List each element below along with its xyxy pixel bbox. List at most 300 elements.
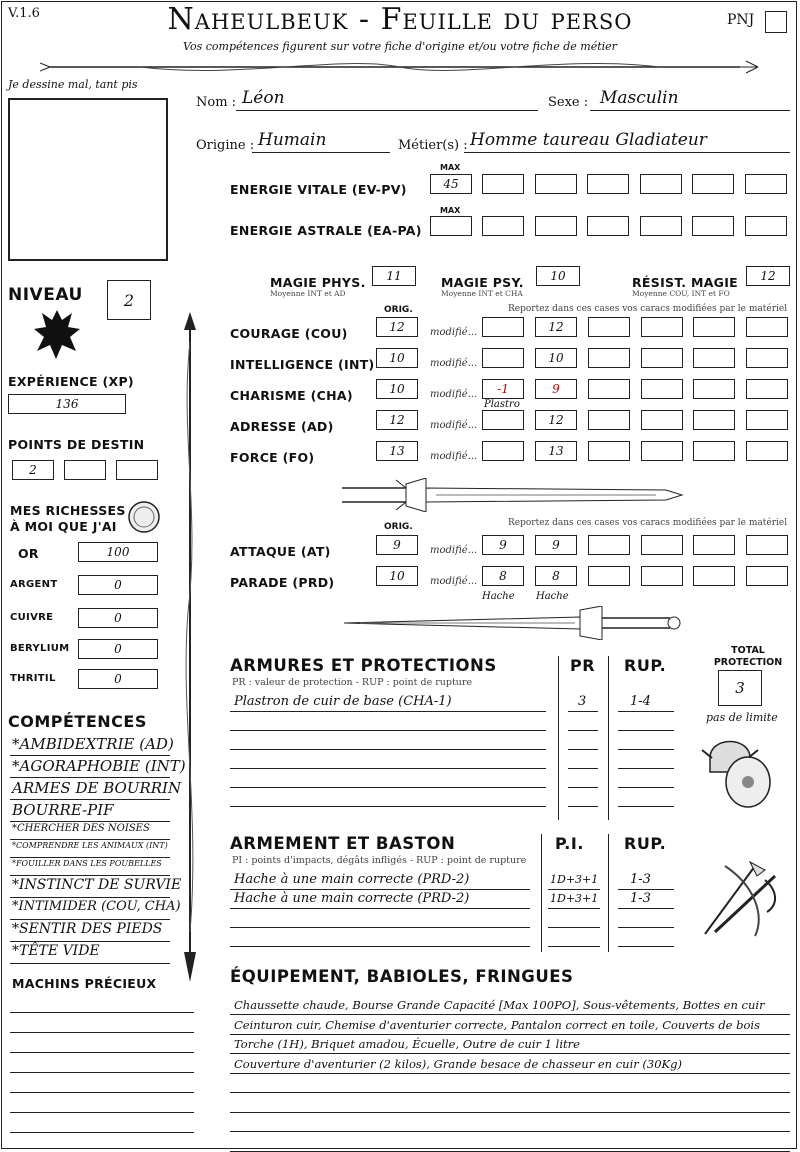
ea-box-3-value: [588, 217, 628, 235]
armement-subtitle: PI : points d'impacts, dégâts infligés - RUP : point de rupture: [232, 855, 527, 866]
equipement-line: [230, 1151, 790, 1152]
armement-line: [230, 927, 530, 928]
armure-name-0: Plastron de cuir de base (CHA-1): [234, 694, 452, 709]
carac-mod-label-4: modifié...: [430, 451, 478, 462]
combat-label-0: ATTAQUE (AT): [230, 544, 331, 559]
sexe-label: Sexe :: [548, 95, 589, 110]
nom-label: Nom :: [196, 95, 237, 110]
machins-line: [10, 1072, 194, 1073]
machins-line: [10, 1032, 194, 1033]
carac-orig-box-0[interactable]: [376, 317, 418, 337]
carac-mod1-box-0[interactable]: [482, 317, 524, 337]
sexe-field[interactable]: Masculin: [600, 88, 679, 108]
magie-psy-box[interactable]: [536, 266, 580, 286]
carac-orig-box-3[interactable]: [376, 410, 418, 430]
armures-col-rup: RUP.: [624, 656, 667, 675]
carac-extra-box-2-2[interactable]: [693, 379, 735, 399]
carac-mod1-note-2: Plastro: [484, 399, 520, 410]
combat-extra-box-0-2[interactable]: [693, 535, 735, 555]
combat-extra-box-0-1-value: [642, 536, 682, 554]
carac-extra-box-2-3-value: [747, 380, 787, 398]
machins-line: [10, 1092, 194, 1093]
equipement-item-0: Chaussette chaude, Bourse Grande Capacité [Max 100PO], Sous-vêtements, Bottes en cuir: [234, 998, 765, 1012]
carac-extra-box-2-1-value: [642, 380, 682, 398]
carac-extra-box-0-1-value: [642, 318, 682, 336]
carac-extra-box-3-3-value: [747, 411, 787, 429]
carac-label-0: COURAGE (COU): [230, 326, 348, 341]
combat-orig-box-1[interactable]: [376, 566, 418, 586]
armement-line: [230, 908, 530, 909]
ea-max-box[interactable]: [430, 216, 472, 236]
carac-label-2: CHARISME (CHA): [230, 388, 353, 403]
armement-name-1: Hache à une main correcte (PRD-2): [234, 891, 470, 906]
origine-field[interactable]: Humain: [258, 130, 327, 150]
carac-mod-label-3: modifié...: [430, 420, 478, 431]
carac-extra-box-4-3[interactable]: [746, 441, 788, 461]
carac-mod1-box-4-value: [483, 442, 523, 460]
carac-note: Reportez dans ces cases vos caracs modifiées par le matériel: [508, 304, 788, 314]
armure-rup-line: [618, 768, 674, 769]
armement-col-rup: RUP.: [624, 834, 667, 853]
ev-label: ENERGIE VITALE (EV-PV): [230, 182, 407, 197]
carac-orig-box-4-value: 13: [389, 444, 405, 458]
competence-item: ARMES DE BOURRIN: [12, 779, 182, 797]
armure-line: [230, 768, 546, 769]
carac-orig-box-2[interactable]: [376, 379, 418, 399]
armure-line: [230, 749, 546, 750]
equipement-line: [230, 1014, 790, 1015]
armement-pi-line: [548, 908, 600, 909]
armure-line: [230, 730, 546, 731]
combat-extra-box-1-2[interactable]: [693, 566, 735, 586]
armement-pi-1: 1D+3+1: [550, 892, 599, 905]
destin-value-3: [117, 461, 157, 479]
destin-label: POINTS DE DESTIN: [8, 437, 145, 452]
carac-extra-box-4-2-value: [694, 442, 734, 460]
ea-box-6-value: [746, 217, 786, 235]
ev-box-6[interactable]: [745, 174, 787, 194]
resist-magie-label: RÉSIST. MAGIE: [632, 275, 739, 290]
combat-extra-box-1-0[interactable]: [588, 566, 630, 586]
equipement-line: [230, 1034, 790, 1035]
xp-label: EXPÉRIENCE (XP): [8, 374, 134, 389]
carac-extra-box-0-2[interactable]: [693, 317, 735, 337]
equipement-line: [230, 1053, 790, 1054]
carac-extra-box-1-1[interactable]: [641, 348, 683, 368]
armement-pi-0: 1D+3+1: [550, 873, 599, 886]
carac-mod1-box-1-value: [483, 349, 523, 367]
armement-rup-0: 1-3: [630, 872, 651, 887]
competence-line: [10, 919, 170, 920]
magie-psy-value: 10: [550, 269, 566, 283]
magie-psy-label: MAGIE PSY.: [441, 275, 524, 290]
carac-extra-box-2-0[interactable]: [588, 379, 630, 399]
carac-label-3: ADRESSE (AD): [230, 419, 334, 434]
armure-pr-line: [568, 787, 598, 788]
ea-box-2[interactable]: [535, 216, 577, 236]
combat-orig-box-0-value: 9: [393, 538, 401, 552]
carac-extra-box-3-0[interactable]: [588, 410, 630, 430]
carac-mod2-box-2[interactable]: [535, 379, 577, 399]
total-protection-box[interactable]: [718, 670, 762, 706]
carac-extra-box-2-3[interactable]: [746, 379, 788, 399]
magie-phys-label: MAGIE PHYS.: [270, 275, 366, 290]
richesse-box-5-value: 0: [114, 672, 122, 686]
richesse-label-5: THRITIL: [10, 673, 56, 684]
machins-line: [10, 1052, 194, 1053]
combat-mod2-box-1-value: 8: [552, 569, 560, 583]
competence-line: [10, 839, 170, 840]
ea-box-1[interactable]: [482, 216, 524, 236]
carac-orig-box-0-value: 12: [389, 320, 405, 334]
pnj-label: PNJ: [727, 12, 755, 28]
ea-box-4[interactable]: [640, 216, 682, 236]
carac-extra-box-2-1[interactable]: [641, 379, 683, 399]
carac-extra-box-4-1[interactable]: [641, 441, 683, 461]
machins-line: [10, 1012, 194, 1013]
carac-mod2-box-3[interactable]: [535, 410, 577, 430]
combat-label-1: PARADE (PRD): [230, 575, 335, 590]
armement-pi-line: [548, 946, 600, 947]
combat-mod2-box-0-value: 9: [552, 538, 560, 552]
version-label: V.1.6: [8, 6, 40, 21]
ev-box-3-value: [588, 175, 628, 193]
richesse-box-1[interactable]: [78, 542, 158, 562]
ea-box-1-value: [483, 217, 523, 235]
sword-icon-2: [340, 606, 685, 640]
armure-line: [230, 806, 546, 807]
carac-extra-box-3-1[interactable]: [641, 410, 683, 430]
xp-value: 136: [55, 397, 79, 411]
carac-mod1-box-3[interactable]: [482, 410, 524, 430]
carac-extra-box-0-3-value: [747, 318, 787, 336]
ev-box-1[interactable]: [482, 174, 524, 194]
competence-line: [10, 963, 170, 964]
competence-line: [10, 821, 170, 822]
armure-rup-line: [618, 806, 674, 807]
combat-extra-box-0-1[interactable]: [641, 535, 683, 555]
ea-box-5-value: [693, 217, 733, 235]
carac-mod2-box-0[interactable]: [535, 317, 577, 337]
magie-psy-note: Moyenne INT et CHA: [441, 289, 523, 298]
resist-magie-box[interactable]: [746, 266, 790, 286]
armure-line: [230, 787, 546, 788]
carac-orig-label: ORIG.: [384, 305, 413, 315]
total-protection-label-2: PROTECTION: [713, 657, 783, 668]
richesse-box-4-value: 0: [114, 642, 122, 656]
machins-line: [10, 1112, 194, 1113]
pnj-checkbox[interactable]: [765, 11, 787, 33]
nom-field[interactable]: Léon: [242, 88, 285, 108]
combat-note-hache-1: Hache: [482, 591, 515, 602]
total-protection-value: 3: [735, 679, 745, 697]
carac-extra-box-0-0[interactable]: [588, 317, 630, 337]
ea-box-2-value: [536, 217, 576, 235]
weapons-icon: [695, 856, 785, 938]
competence-line: [10, 755, 170, 756]
combat-orig-box-0[interactable]: [376, 535, 418, 555]
competence-item: *INSTINCT DE SURVIE: [12, 877, 182, 893]
armure-rup-line: [618, 730, 674, 731]
carac-mod2-box-4-value: 13: [548, 444, 564, 458]
destin-value-2: [65, 461, 105, 479]
combat-mod-label-1: modifié...: [430, 576, 478, 587]
armement-rup-line: [618, 908, 674, 909]
richesses-label-2: À MOI QUE J'AI: [10, 519, 117, 534]
carac-extra-box-1-3-value: [747, 349, 787, 367]
competence-item: *COMPRENDRE LES ANIMAUX (INT): [12, 841, 168, 850]
equipement-line: [230, 1112, 790, 1113]
carac-mod2-box-1-value: 10: [548, 351, 564, 365]
carac-orig-box-3-value: 12: [389, 413, 405, 427]
richesse-box-2-value: 0: [114, 578, 122, 592]
carac-extra-box-1-1-value: [642, 349, 682, 367]
combat-orig-box-1-value: 10: [389, 569, 405, 583]
ev-box-5-value: [693, 175, 733, 193]
competences-label: COMPÉTENCES: [8, 712, 147, 731]
armure-pr-line: [568, 711, 598, 712]
combat-mod2-box-1[interactable]: [535, 566, 577, 586]
staff-icon: [180, 312, 200, 982]
carac-orig-box-4[interactable]: [376, 441, 418, 461]
combat-mod1-box-1[interactable]: [482, 566, 524, 586]
magie-phys-note: Moyenne INT et AD: [270, 289, 346, 298]
combat-extra-box-0-3-value: [747, 536, 787, 554]
richesse-box-5[interactable]: [78, 669, 158, 689]
ev-max-box[interactable]: [430, 174, 472, 194]
armures-col-divider-2: [608, 656, 609, 820]
armure-pr-line: [568, 749, 598, 750]
machins-label: MACHINS PRÉCIEUX: [12, 976, 157, 991]
competence-item: *SENTIR DES PIEDS: [12, 921, 163, 937]
destin-box-3[interactable]: [116, 460, 158, 480]
ea-box-4-value: [641, 217, 681, 235]
ev-box-3[interactable]: [587, 174, 629, 194]
armures-col-pr: PR: [570, 656, 596, 675]
ev-max-label: MAX: [440, 163, 461, 172]
carac-label-1: INTELLIGENCE (INT): [230, 357, 375, 372]
combat-orig-label: ORIG.: [384, 522, 413, 532]
combat-extra-box-1-1[interactable]: [641, 566, 683, 586]
richesses-label-1: MES RICHESSES: [10, 503, 126, 518]
competence-item: *TÊTE VIDE: [12, 943, 100, 959]
no-limit-note: pas de limite: [706, 711, 778, 724]
armement-col-divider-2: [608, 834, 609, 952]
equipement-item-3: Couverture d'aventurier (2 kilos), Grande besace de chasseur en cuir (30Kg): [234, 1056, 682, 1071]
carac-mod1-box-2[interactable]: [482, 379, 524, 399]
metier-field[interactable]: Homme taureau Gladiateur: [470, 130, 707, 150]
carac-extra-box-3-0-value: [589, 411, 629, 429]
carac-extra-box-0-3[interactable]: [746, 317, 788, 337]
combat-extra-box-1-1-value: [642, 567, 682, 585]
origine-line: [252, 152, 390, 153]
ev-box-2-value: [536, 175, 576, 193]
nom-line: [236, 110, 538, 111]
ev-max-value: 45: [443, 177, 459, 191]
carac-extra-box-0-1[interactable]: [641, 317, 683, 337]
armure-pr-line: [568, 806, 598, 807]
carac-extra-box-0-0-value: [589, 318, 629, 336]
armement-pi-line: [548, 889, 600, 890]
carac-extra-box-4-3-value: [747, 442, 787, 460]
carac-extra-box-4-2[interactable]: [693, 441, 735, 461]
combat-mod1-box-1-value: 8: [499, 569, 507, 583]
combat-mod1-box-0-value: 9: [499, 538, 507, 552]
carac-extra-box-3-2[interactable]: [693, 410, 735, 430]
combat-mod1-box-0[interactable]: [482, 535, 524, 555]
armement-rup-line: [618, 946, 674, 947]
ea-box-6[interactable]: [745, 216, 787, 236]
armement-rup-line: [618, 889, 674, 890]
armure-pr-0: 3: [578, 694, 587, 709]
equipement-item-1: Ceinturon cuir, Chemise d'aventurier correcte, Pantalon correct en toile, Couverts de bois: [234, 1017, 761, 1032]
sword-icon: [336, 478, 686, 512]
xp-box[interactable]: [8, 394, 126, 414]
ev-box-4-value: [641, 175, 681, 193]
magie-phys-box[interactable]: [372, 266, 416, 286]
richesse-label-2: ARGENT: [10, 579, 58, 590]
ev-box-2[interactable]: [535, 174, 577, 194]
niveau-value: 2: [123, 290, 135, 310]
carac-extra-box-2-0-value: [589, 380, 629, 398]
richesse-box-2[interactable]: [78, 575, 158, 595]
equipement-item-2: Torche (1H), Briquet amadou, Écuelle, Outre de cuir 1 litre: [234, 1037, 580, 1051]
carac-extra-box-1-2-value: [694, 349, 734, 367]
richesse-box-4[interactable]: [78, 639, 158, 659]
spear-divider-icon: [40, 55, 760, 81]
destin-value-1: 2: [29, 463, 37, 477]
metier-line: [464, 152, 790, 153]
niveau-box[interactable]: [107, 280, 151, 320]
carac-extra-box-4-1-value: [642, 442, 682, 460]
carac-orig-box-1[interactable]: [376, 348, 418, 368]
niveau-label: NIVEAU: [8, 285, 83, 305]
ea-max-value: [431, 217, 471, 235]
dragon-icon: [32, 305, 82, 363]
carac-mod2-box-3-value: 12: [548, 413, 564, 427]
competence-item: *AMBIDEXTRIE (AD): [12, 735, 174, 753]
competence-line: [10, 777, 170, 778]
ea-box-3[interactable]: [587, 216, 629, 236]
ea-max-label: MAX: [440, 206, 461, 215]
combat-extra-box-0-0-value: [589, 536, 629, 554]
armement-line: [230, 889, 530, 890]
equipement-line: [230, 1092, 790, 1093]
page-title: Naheulbeuk - Feuille du perso: [167, 2, 633, 37]
armement-rup-line: [618, 927, 674, 928]
carac-extra-box-4-0[interactable]: [588, 441, 630, 461]
armement-line: [230, 946, 530, 947]
carac-extra-box-1-2[interactable]: [693, 348, 735, 368]
combat-extra-box-1-0-value: [589, 567, 629, 585]
ev-box-6-value: [746, 175, 786, 193]
carac-mod-label-1: modifié...: [430, 358, 478, 369]
carac-mod1-box-2-value: -1: [497, 382, 509, 396]
carac-orig-box-2-value: 10: [389, 382, 405, 396]
resist-magie-note: Moyenne COU, INT et FO: [632, 289, 730, 298]
ev-box-1-value: [483, 175, 523, 193]
combat-extra-box-1-3-value: [747, 567, 787, 585]
carac-extra-box-4-0-value: [589, 442, 629, 460]
destin-box-2[interactable]: [64, 460, 106, 480]
carac-mod-label-0: modifié...: [430, 327, 478, 338]
richesse-box-3[interactable]: [78, 608, 158, 628]
sexe-line: [590, 110, 790, 111]
armement-col-pi: P.I.: [555, 834, 584, 853]
combat-mod2-box-0[interactable]: [535, 535, 577, 555]
carac-mod1-box-3-value: [483, 411, 523, 429]
armure-rup-line: [618, 787, 674, 788]
competence-line: [10, 941, 170, 942]
armement-name-0: Hache à une main correcte (PRD-2): [234, 872, 470, 887]
combat-note: Reportez dans ces cases vos caracs modifiées par le matériel: [508, 518, 788, 528]
armure-rup-0: 1-4: [630, 694, 651, 709]
competence-line: [10, 857, 170, 858]
richesse-box-1-value: 100: [106, 545, 130, 559]
ev-box-4[interactable]: [640, 174, 682, 194]
carac-extra-box-1-0[interactable]: [588, 348, 630, 368]
armure-pr-line: [568, 730, 598, 731]
armure-rup-line: [618, 711, 674, 712]
carac-mod2-box-4[interactable]: [535, 441, 577, 461]
carac-mod2-box-1[interactable]: [535, 348, 577, 368]
competence-item: *INTIMIDER (COU, CHA): [12, 899, 181, 914]
carac-extra-box-3-3[interactable]: [746, 410, 788, 430]
carac-mod1-box-1[interactable]: [482, 348, 524, 368]
armures-subtitle: PR : valeur de protection - RUP : point de rupture: [232, 677, 473, 688]
richesse-label-1: OR: [18, 546, 39, 561]
machins-line: [10, 1132, 194, 1133]
armure-rup-line: [618, 749, 674, 750]
carac-label-4: FORCE (FO): [230, 450, 315, 465]
carac-mod-label-2: modifié...: [430, 389, 478, 400]
carac-extra-box-3-2-value: [694, 411, 734, 429]
armure-line: [230, 711, 546, 712]
combat-extra-box-0-0[interactable]: [588, 535, 630, 555]
armement-col-divider-1: [541, 834, 542, 952]
carac-extra-box-1-3[interactable]: [746, 348, 788, 368]
carac-mod1-box-4[interactable]: [482, 441, 524, 461]
combat-extra-box-0-3[interactable]: [746, 535, 788, 555]
carac-mod1-box-0-value: [483, 318, 523, 336]
competence-item: *CHERCHER DES NOISES: [12, 823, 150, 834]
armures-col-divider-1: [558, 656, 559, 820]
armure-pr-line: [568, 768, 598, 769]
carac-extra-box-2-2-value: [694, 380, 734, 398]
helmet-shield-icon: [700, 728, 780, 810]
portrait-box[interactable]: [8, 98, 168, 261]
ev-box-5[interactable]: [692, 174, 734, 194]
armement-pi-line: [548, 927, 600, 928]
page-subtitle: Vos compétences figurent sur votre fiche d'origine et/ou votre fiche de métier: [183, 40, 617, 53]
combat-mod-label-0: modifié...: [430, 545, 478, 556]
carac-mod2-box-2-value: 9: [552, 382, 560, 396]
portrait-caption: Je dessine mal, tant pis: [8, 78, 138, 91]
competence-item: *FOUILLER DANS LES POUBELLES: [12, 859, 162, 868]
ea-label: ENERGIE ASTRALE (EA-PA): [230, 223, 422, 238]
competence-item: *AGORAPHOBIE (INT): [12, 757, 186, 775]
equipement-line: [230, 1131, 790, 1132]
richesse-label-4: BERYLIUM: [10, 643, 70, 654]
carac-mod2-box-0-value: 12: [548, 320, 564, 334]
ea-box-5[interactable]: [692, 216, 734, 236]
destin-box-1[interactable]: [12, 460, 54, 480]
resist-magie-value: 12: [760, 269, 776, 283]
competence-item: BOURRE-PIF: [12, 801, 114, 819]
combat-extra-box-1-3[interactable]: [746, 566, 788, 586]
competence-line: [10, 875, 170, 876]
metier-label: Métier(s) :: [398, 138, 468, 153]
